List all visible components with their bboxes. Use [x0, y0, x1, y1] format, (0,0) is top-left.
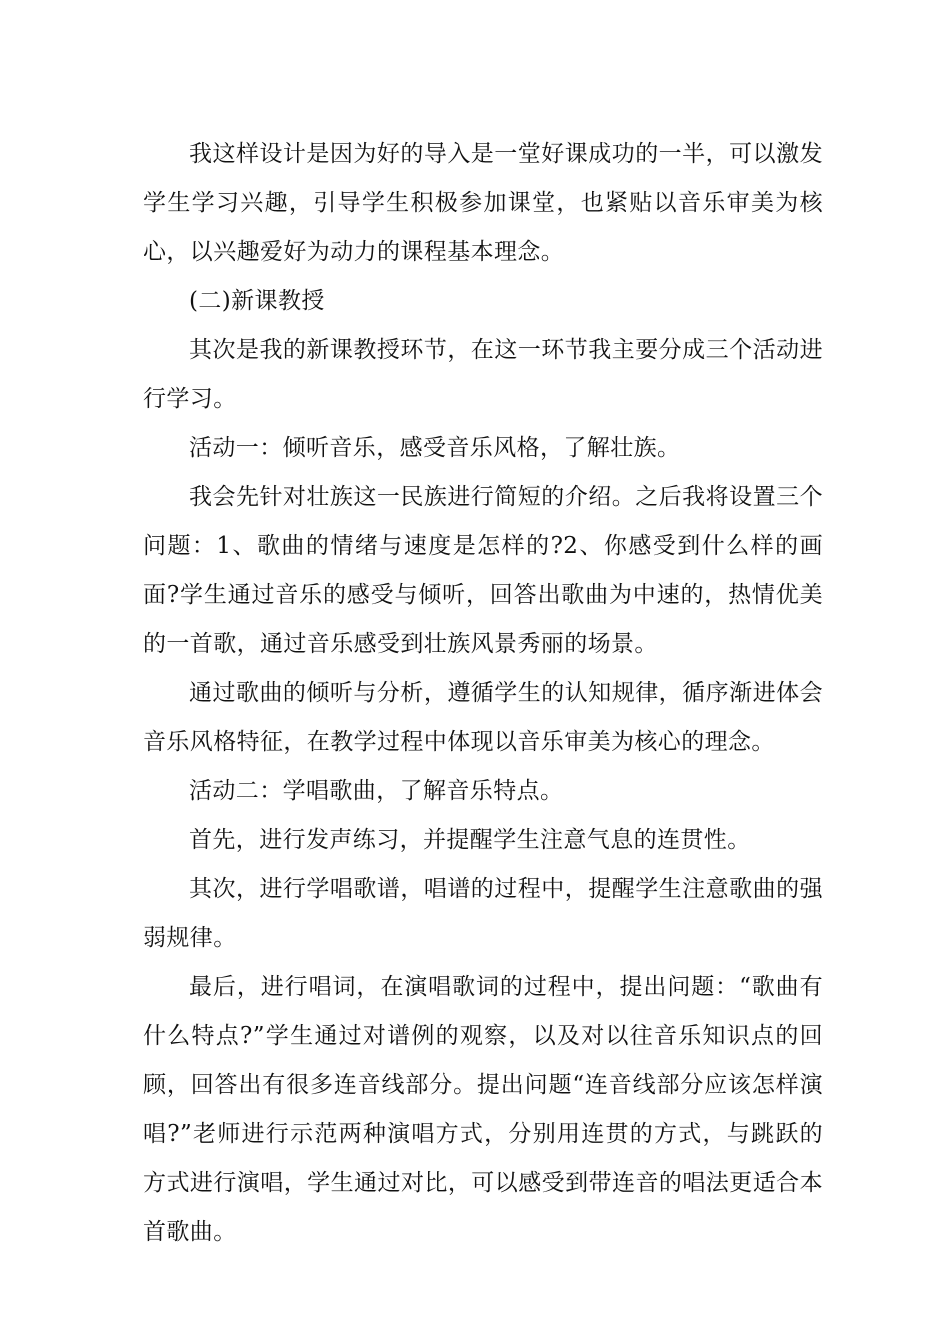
activity-two-heading: 活动二：学唱歌曲，了解音乐特点。 [189, 778, 564, 804]
paragraph-lyrics-singing: 最后，进行唱词，在演唱歌词的过程中，提出问题：“歌曲有什么特点?”学生通过对谱例的观察，以及对以往音乐知识点的回顾，回答出有很多连音线部分。提出问题“连音线部分应该怎样演唱?”老师进行示范两种演唱方式，分别用连贯的方式，与跳跃的方式进行演唱，学生通过对比，可以感受到带连音的唱法更适合本首歌曲。 [143, 974, 823, 1245]
activity-one-heading: 活动一：倾听音乐，感受音乐风格，了解壮族。 [189, 435, 681, 461]
paragraph-new-lesson-intro: 其次是我的新课教授环节，在这一环节我主要分成三个活动进行学习。 [143, 337, 823, 412]
paragraph-activity-one-questions: 我会先针对壮族这一民族进行简短的介绍。之后我将设置三个问题：1、歌曲的情绪与速度是怎样的?2、你感受到什么样的画面?学生通过音乐的感受与倾听，回答出歌曲为中速的，热情优美的一首歌，通过音乐感受到壮族风景秀丽的场景。 [143, 484, 823, 657]
document-body [143, 130, 823, 1257]
paragraph-sight-singing: 其次，进行学唱歌谱，唱谱的过程中，提醒学生注意歌曲的强弱规律。 [143, 876, 823, 951]
paragraph-vocal-practice: 首先，进行发声练习，并提醒学生注意气息的连贯性。 [189, 827, 751, 853]
paragraph-design-rationale: 我这样设计是因为好的导入是一堂好课成功的一半，可以激发学生学习兴趣，引导学生积极参加课堂，也紧贴以音乐审美为核心，以兴趣爱好为动力的课程基本理念。 [143, 141, 823, 265]
paragraph-activity-one-rationale: 通过歌曲的倾听与分析，遵循学生的认知规律，循序渐进体会音乐风格特征，在教学过程中体现以音乐审美为核心的理念。 [143, 680, 823, 755]
section-heading-new-lesson: (二)新课教授 [189, 288, 325, 314]
